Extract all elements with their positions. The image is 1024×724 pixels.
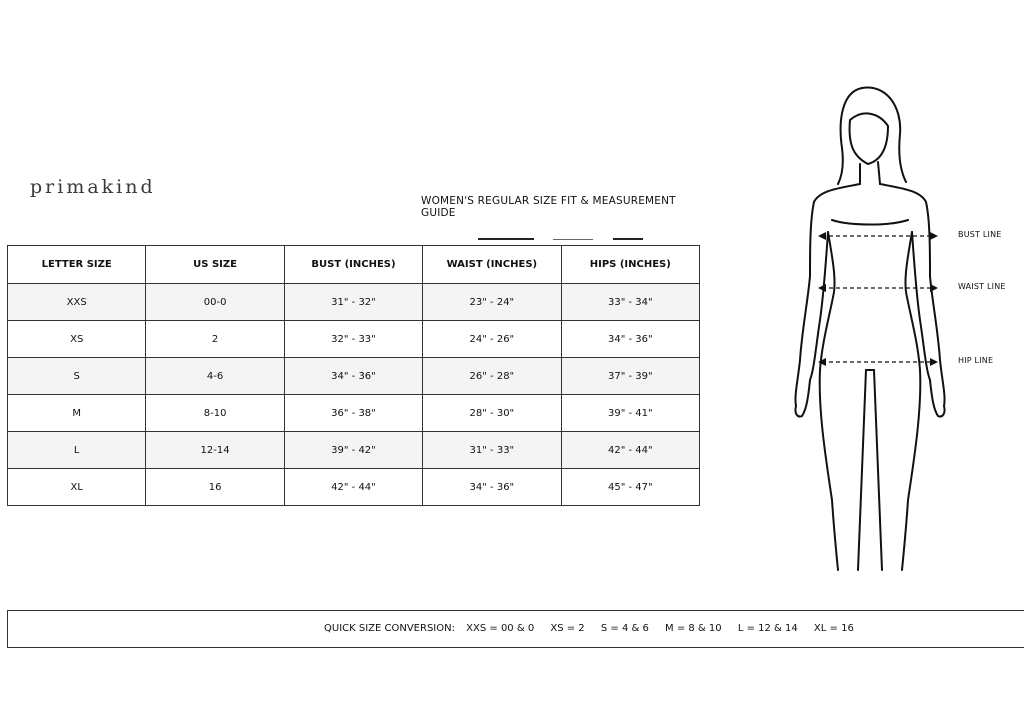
decorative-divider [478,238,534,240]
bust-line-label: BUST LINE [958,230,1002,239]
cell-waist: 34" - 36" [423,469,561,506]
cell-letter-size: XL [8,469,146,506]
cell-letter-size: S [8,358,146,395]
cell-hips: 42" - 44" [561,432,699,469]
waist-line-label: WAIST LINE [958,282,1006,291]
quick-conversion-label: QUICK SIZE CONVERSION: [324,623,455,634]
cell-bust: 31" - 32" [284,284,422,321]
table-row [8,469,700,506]
cell-hips: 39" - 41" [561,395,699,432]
conversion-item: XL = 16 [813,623,854,634]
cell-letter-size: XXS [8,284,146,321]
conversion-item: S = 4 & 6 [600,623,649,634]
quick-size-conversion-text [324,623,867,634]
woman-outline-icon [780,80,1020,580]
conversion-item: L = 12 & 14 [737,623,798,634]
cell-us-size: 2 [146,321,284,358]
cell-hips: 33" - 34" [561,284,699,321]
cell-waist: 24" - 26" [423,321,561,358]
cell-bust: 42" - 44" [284,469,422,506]
header-bust: BUST (INCHES) [284,246,422,284]
cell-hips: 37" - 39" [561,358,699,395]
header-waist: WAIST (INCHES) [423,246,561,284]
size-chart-table [7,245,700,506]
cell-waist: 31" - 33" [423,432,561,469]
cell-letter-size: M [8,395,146,432]
table-row [8,395,700,432]
cell-hips: 45" - 47" [561,469,699,506]
table-header-row [8,246,700,284]
decorative-divider [613,238,643,240]
cell-waist: 26" - 28" [423,358,561,395]
cell-letter-size: L [8,432,146,469]
quick-size-conversion-box [7,610,1024,648]
cell-bust: 39" - 42" [284,432,422,469]
header-letter-size: LETTER SIZE [8,246,146,284]
cell-bust: 36" - 38" [284,395,422,432]
conversion-item: XXS = 00 & 0 [466,623,535,634]
guide-title: WOMEN'S REGULAR SIZE FIT & MEASUREMENT GUIDE [421,195,676,219]
cell-us-size: 12-14 [146,432,284,469]
cell-bust: 32" - 33" [284,321,422,358]
table-row [8,358,700,395]
table-row [8,432,700,469]
header-hips: HIPS (INCHES) [561,246,699,284]
table-row [8,284,700,321]
conversion-item: M = 8 & 10 [665,623,722,634]
cell-us-size: 16 [146,469,284,506]
body-measurement-figure [780,80,1020,580]
cell-us-size: 8-10 [146,395,284,432]
cell-us-size: 4-6 [146,358,284,395]
cell-waist: 23" - 24" [423,284,561,321]
decorative-divider [553,239,593,240]
cell-hips: 34" - 36" [561,321,699,358]
conversion-item: XS = 2 [550,623,585,634]
header-us-size: US SIZE [146,246,284,284]
cell-letter-size: XS [8,321,146,358]
cell-bust: 34" - 36" [284,358,422,395]
cell-waist: 28" - 30" [423,395,561,432]
brand-logo: primakind [30,176,156,198]
hip-line-label: HIP LINE [958,356,994,365]
cell-us-size: 00-0 [146,284,284,321]
table-row [8,321,700,358]
